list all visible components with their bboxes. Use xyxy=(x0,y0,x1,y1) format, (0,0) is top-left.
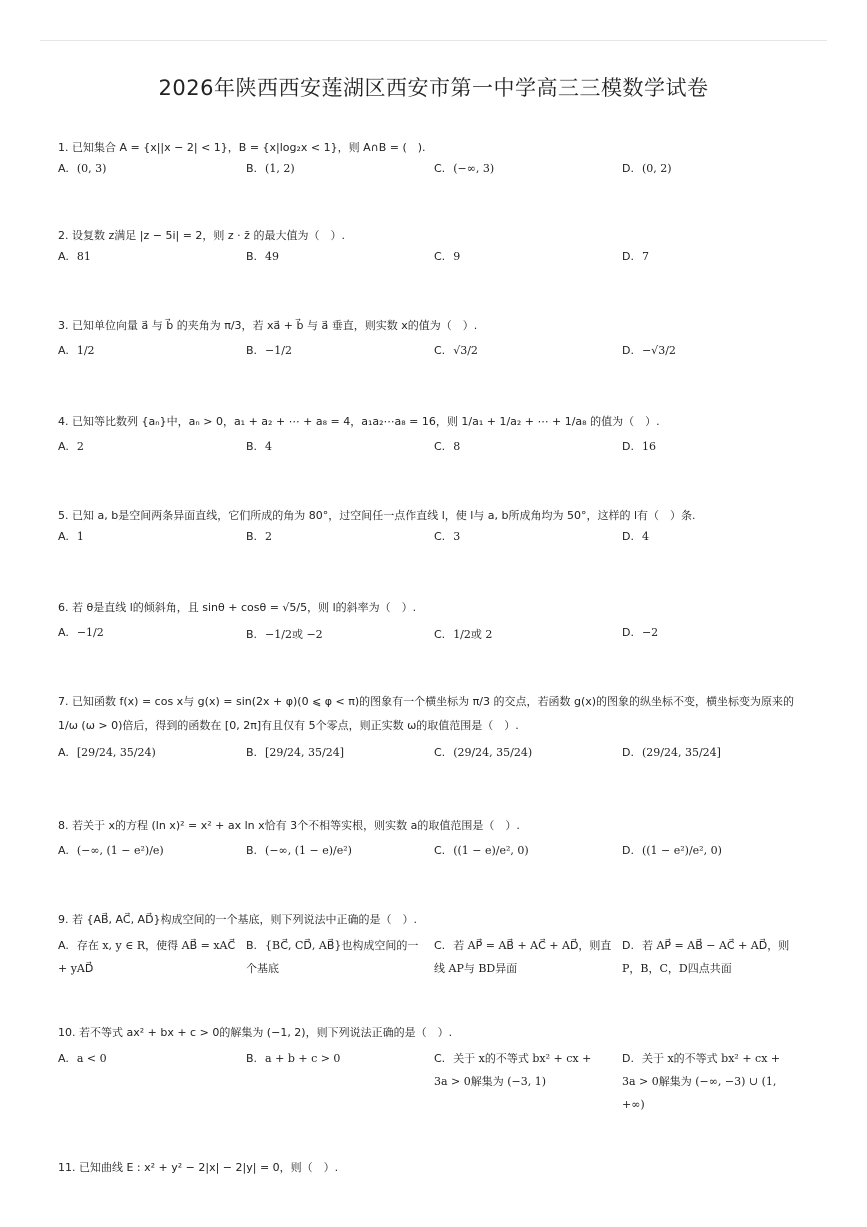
option-c[interactable]: C. 8 xyxy=(434,440,461,453)
option-a[interactable]: A. 1/2 xyxy=(58,344,95,357)
options xyxy=(58,344,827,364)
question-stem: 8. 若关于 x的方程 (ln x)² = x² + ax ln x恰有 3个不相等实根，则实数 a的取值范围是（ ）. xyxy=(58,819,520,832)
options xyxy=(58,440,827,460)
option-b[interactable]: B. 49 xyxy=(246,250,280,263)
option-c[interactable]: C. ((1 − e)/e², 0) xyxy=(434,844,529,857)
option-d[interactable]: D. −2 xyxy=(622,626,659,639)
option-b[interactable]: B. [29/24, 35/24] xyxy=(246,746,345,759)
options xyxy=(58,162,827,182)
option-a[interactable]: A. a < 0 xyxy=(58,1052,107,1065)
option-d[interactable]: D. (0, 2) xyxy=(622,162,672,175)
question-stem: 11. 已知曲线 E : x² + y² − 2|x| − 2|y| = 0，则（ ）. xyxy=(58,1161,339,1174)
option-c[interactable]: C. 3 xyxy=(434,530,461,543)
option-a[interactable]: A. 1 xyxy=(58,530,84,543)
question-stem: 9. 若 {AB⃗, AC⃗, AD⃗}构成空间的一个基底，则下列说法中正确的是（ ）. xyxy=(58,913,418,926)
option-c[interactable]: C. (29/24, 35/24) xyxy=(434,746,533,759)
page-title: 2026年陕西西安莲湖区西安市第一中学高三三模数学试卷 xyxy=(158,76,709,100)
option-b[interactable]: B. (1, 2) xyxy=(246,162,295,175)
option-a[interactable]: A. 81 xyxy=(58,250,91,263)
options xyxy=(58,934,827,1004)
question-stem: 5. 已知 a, b是空间两条异面直线，它们所成的角为 80°，过空间任一点作直线 l，使 l与 a, b所成角均为 50°，这样的 l有（ ）条. xyxy=(58,509,696,522)
option-b[interactable]: B. 2 xyxy=(246,530,273,543)
options xyxy=(58,250,827,270)
option-b[interactable]: B. a + b + c > 0 xyxy=(246,1052,341,1065)
option-d[interactable]: D. −√3/2 xyxy=(622,344,676,357)
option-c[interactable]: C. √3/2 xyxy=(434,344,478,357)
option-d[interactable]: D. 4 xyxy=(622,530,649,543)
option-b[interactable]: B. (−∞, (1 − e)/e²) xyxy=(246,844,352,857)
question-7 xyxy=(58,694,827,766)
question-8 xyxy=(58,818,827,864)
option-d[interactable]: D. 关于 x的不等式 bx² + cx + 3a > 0解集为 (−∞, −3) ∪ (1, +∞) xyxy=(622,1052,781,1111)
option-b[interactable]: B. {BC⃗, CD⃗, AB⃗}也构成空间的一个基底 xyxy=(246,939,419,975)
question-stem-continued: 1/ω (ω > 0)倍后，得到的函数在 [0, 2π]有且仅有 5个零点，则正实数 ω的取值范围是（ ）. xyxy=(58,719,519,732)
option-c[interactable]: C. (−∞, 3) xyxy=(434,162,495,175)
question-1 xyxy=(58,140,827,182)
option-c[interactable]: C. 9 xyxy=(434,250,461,263)
option-d[interactable]: D. 16 xyxy=(622,440,656,453)
option-d[interactable]: D. ((1 − e²)/e², 0) xyxy=(622,844,722,857)
question-stem: 7. 已知函数 f(x) = cos x与 g(x) = sin(2x + φ)(0 ⩽ φ < π)的图象有一个横坐标为 π/3 的交点，若函数 g(x)的图象的纵坐标不变，横坐标变为原来的 xyxy=(58,695,795,708)
option-c[interactable]: C. 若 AP⃗ = AB⃗ + AC⃗ + AD⃗，则直线 AP与 BD异面 xyxy=(434,939,612,975)
option-b[interactable]: B. −1/2或 −2 xyxy=(246,628,323,641)
options xyxy=(58,1047,827,1127)
header-divider xyxy=(40,40,827,41)
option-d[interactable]: D. 若 AP⃗ = AB⃗ − AC⃗ + AD⃗，则 P，B，C，D四点共面 xyxy=(622,939,790,975)
option-a[interactable]: A. [29/24, 35/24) xyxy=(58,746,156,759)
options xyxy=(58,746,827,766)
question-11 xyxy=(58,1160,827,1176)
question-10 xyxy=(58,1025,827,1127)
question-4 xyxy=(58,414,827,460)
option-a[interactable]: A. −1/2 xyxy=(58,626,104,639)
option-d[interactable]: D. (29/24, 35/24] xyxy=(622,746,721,759)
question-3 xyxy=(58,318,827,364)
options xyxy=(58,626,827,646)
question-9 xyxy=(58,912,827,1004)
option-a[interactable]: A. 2 xyxy=(58,440,84,453)
option-b[interactable]: B. 4 xyxy=(246,440,273,453)
question-2 xyxy=(58,228,827,270)
question-stem: 2. 设复数 z满足 |z − 5i| = 2，则 z · z̄ 的最大值为（ ）. xyxy=(58,229,345,242)
question-stem: 6. 若 θ是直线 l的倾斜角，且 sinθ + cosθ = √5/5，则 l的斜率为（ ）. xyxy=(58,601,417,614)
question-stem: 1. 已知集合 A = {x||x − 2| < 1}，B = {x|log₂x < 1}，则 A∩B = ( ). xyxy=(58,141,426,154)
option-a[interactable]: A. (−∞, (1 − e²)/e) xyxy=(58,844,164,857)
question-stem: 4. 已知等比数列 {aₙ}中，aₙ > 0，a₁ + a₂ + ⋯ + a₈ = 4，a₁a₂⋯a₈ = 16，则 1/a₁ + 1/a₂ + ⋯ + 1/a₈ 的值为（ ）. xyxy=(58,415,660,428)
option-d[interactable]: D. 7 xyxy=(622,250,649,263)
options xyxy=(58,530,827,550)
option-b[interactable]: B. −1/2 xyxy=(246,344,292,357)
option-c[interactable]: C. 1/2或 2 xyxy=(434,628,493,641)
option-a[interactable]: A. (0, 3) xyxy=(58,162,107,175)
option-a[interactable]: A. 存在 x, y ∈ R，使得 AB⃗ = xAC⃗ + yAD⃗ xyxy=(58,939,236,975)
options xyxy=(58,844,827,864)
option-c[interactable]: C. 关于 x的不等式 bx² + cx + 3a > 0解集为 (−3, 1) xyxy=(434,1052,592,1088)
question-stem: 3. 已知单位向量 a⃗ 与 b⃗ 的夹角为 π/3，若 xa⃗ + b⃗ 与 a⃗ 垂直，则实数 x的值为（ ）. xyxy=(58,319,478,332)
question-5 xyxy=(58,508,827,550)
question-6 xyxy=(58,600,827,646)
question-stem: 10. 若不等式 ax² + bx + c > 0的解集为 (−1, 2)，则下列说法正确的是（ ）. xyxy=(58,1026,453,1039)
